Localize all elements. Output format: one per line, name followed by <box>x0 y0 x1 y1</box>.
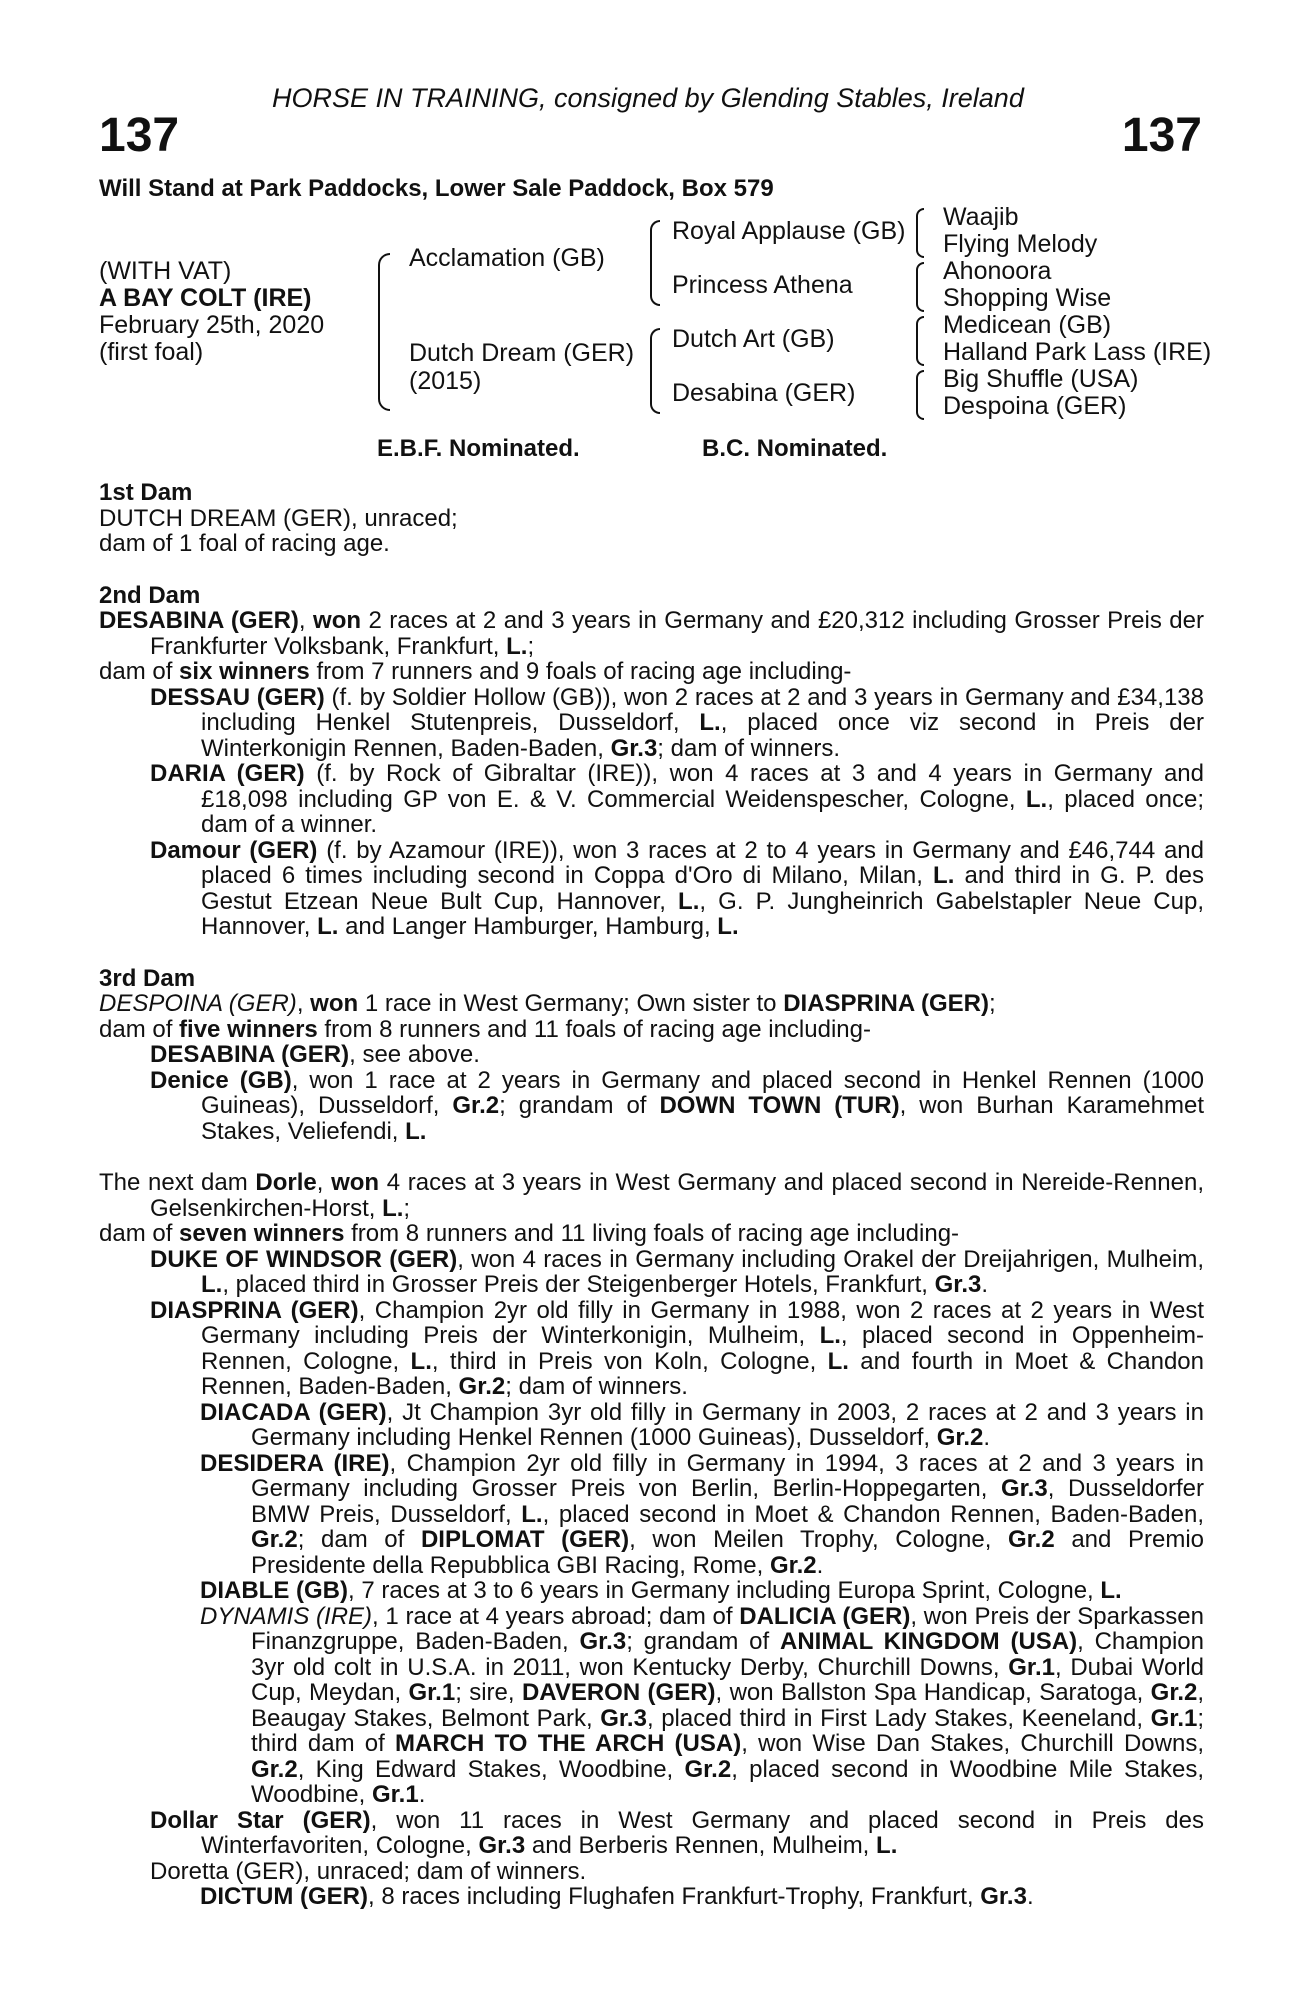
produce-diacada: DIACADA (GER), Jt Champion 3yr old filly in Germany in 2003, 2 races at 2 and 3 years in Germany including Henkel Rennen (1000 Guineas), Dusseldorf, Gr.2. <box>200 1398 1204 1451</box>
pedigree-dd: Desabina (GER) <box>672 379 856 407</box>
produce-duke-of-windsor: DUKE OF WINDSOR (GER), won 4 races in Germany including Orakel der Dreijahrigen, Mulheim, L., placed third in Grosser Preis der Steigenberger Hotels, Frankfurt, Gr.3. <box>150 1245 1204 1298</box>
produce-diasprina: DIASPRINA (GER), Champion 2yr old filly in Germany in 1988, won 2 races at 2 years in West Germany including Preis der Winterkonigin, Mulheim, L., placed second in Oppenheim-Rennen, Cologne, L., third in Preis von Koln, Cologne, L. and fourth in Moet & Chandon Rennen, Baden-Baden, Gr.2; dam of winners. <box>150 1296 1205 1400</box>
third-dam-entry: DESPOINA (GER), won 1 race in West Germany; Own sister to DIASPRINA (GER); <box>99 990 996 1017</box>
pedigree-ds: Dutch Art (GB) <box>672 325 835 353</box>
pedigree-ddd: Despoina (GER) <box>943 392 1127 420</box>
bc-nomination: B.C. Nominated. <box>702 435 888 462</box>
third-dam-produce-intro: dam of five winners from 8 runners and 11 foals of racing age including- <box>99 1015 871 1043</box>
pedigree-ss: Royal Applause (GB) <box>672 217 906 245</box>
produce-diable: DIABLE (GB), 7 races at 3 to 6 years in Germany including Europa Sprint, Cologne, L. <box>200 1577 1122 1604</box>
pedigree-brace-main <box>378 253 390 411</box>
horse-dob: February 25th, 2020 <box>99 311 325 339</box>
first-dam-heading: 1st Dam <box>99 479 193 506</box>
catalogue-body <box>99 480 1204 1910</box>
produce-daria: DARIA (GER) (f. by Rock of Gibraltar (IRE)), won 4 races at 3 and 4 years in Germany and £18,098 including GP von E. & V. Commercial Weidenspescher, Cologne, L., placed once; dam of a winner. <box>150 760 1205 838</box>
horse-name: A BAY COLT (IRE) <box>99 284 312 312</box>
pedigree-sss: Waajib <box>943 203 1019 231</box>
pedigree-dam: Dutch Dream (GER) <box>409 339 635 367</box>
lot-number-right: 137 <box>1121 109 1202 162</box>
produce-desidera: DESIDERA (IRE), Champion 2yr old filly in Germany in 1994, 3 races at 2 and 3 years in Germany including Grosser Preis von Berlin, Berlin-Hoppegarten, Gr.3, Dusseldorfer BMW Preis, Dusseldorf, L., placed second in Moet & Chandon Rennen, Baden-Baden, Gr.2; dam of DIPLOMAT (GER), won Meilen Trophy, Cologne, Gr.2 and Premio Presidente della Repubblica GBI Racing, Rome, Gr.2. <box>200 1449 1205 1579</box>
second-dam-entry: DESABINA (GER), won 2 races at 2 and 3 years in Germany and £20,312 including Grosser Preis der Frankfurter Volksbank, Frankfurt, L.; <box>99 607 1204 660</box>
first-dam-line-2: dam of 1 foal of racing age. <box>99 530 390 557</box>
location-line: Will Stand at Park Paddocks, Lower Sale Paddock, Box 579 <box>99 175 774 202</box>
consignment-header: HORSE IN TRAINING, consigned by Glending Stables, Ireland <box>272 83 1024 113</box>
second-dam-produce-intro: dam of six winners from 7 runners and 9 foals of racing age including- <box>99 658 852 685</box>
pedigree-sdd: Shopping Wise <box>943 284 1112 312</box>
pedigree-brace-1 <box>916 208 924 258</box>
pedigree-brace-3 <box>916 316 924 366</box>
produce-dessau: DESSAU (GER) (f. by Soldier Hollow (GB)), won 2 races at 2 and 3 years in Germany and £34,138 including Henkel Stutenpreis, Dusseldorf, L., placed once viz second in Preis der Winterkonigin Rennen, Baden-Baden, Gr.3; dam of winners. <box>150 683 1204 762</box>
produce-dynamis: DYNAMIS (IRE), 1 race at 4 years abroad; dam of DALICIA (GER), won Preis der Sparkassen Finanzgruppe, Baden-Baden, Gr.3; grandam of ANIMAL KINGDOM (USA), Champion 3yr old colt in U.S.A. in 2011, won Kentucky Derby, Churchill Downs, Gr.1, Dubai World Cup, Meydan, Gr.1; sire, DAVERON (GER), won Ballston Spa Handicap, Saratoga, Gr.2, Beaugay Stakes, Belmont Park, Gr.3, placed third in First Lady Stakes, Keeneland, Gr.1; third dam of MARCH TO THE ARCH (USA), won Wise Dan Stakes, Churchill Downs, Gr.2, King Edward Stakes, Woodbine, Gr.2, placed second in Woodbine Mile Stakes, Woodbine, Gr.1. <box>200 1602 1205 1808</box>
produce-desabina: DESABINA (GER), see above. <box>150 1041 480 1068</box>
third-dam-heading: 3rd Dam <box>99 964 196 992</box>
ebf-nomination: E.B.F. Nominated. <box>377 435 580 462</box>
produce-dictum: DICTUM (GER), 8 races including Flughafen Frankfurt-Trophy, Frankfurt, Gr.3. <box>200 1883 1034 1910</box>
second-dam-heading: 2nd Dam <box>99 581 201 609</box>
produce-dollar-star: Dollar Star (GER), won 11 races in West Germany and placed second in Preis des Winterfavoriten, Cologne, Gr.3 and Berberis Rennen, Mulheim, L. <box>150 1806 1204 1859</box>
horse-note: (first foal) <box>99 338 204 366</box>
produce-doretta: Doretta (GER), unraced; dam of winners. <box>150 1857 587 1885</box>
pedigree-brace-4 <box>916 370 924 420</box>
pedigree-sd: Princess Athena <box>672 271 853 299</box>
produce-denice: Denice (GB), won 1 race at 2 years in Germany and placed second in Henkel Rennen (1000 Guineas), Dusseldorf, Gr.2; grandam of DOWN TOWN (TUR), won Burhan Karamehmet Stakes, Veliefendi, L. <box>150 1066 1205 1145</box>
pedigree-brace-dam <box>650 328 660 414</box>
pedigree-sire: Acclamation (GB) <box>409 244 605 272</box>
first-dam-line-1: DUTCH DREAM (GER), unraced; <box>99 504 458 532</box>
vat-note: (WITH VAT) <box>99 257 232 285</box>
pedigree-brace-sire <box>650 220 660 306</box>
pedigree-dss: Medicean (GB) <box>943 311 1112 339</box>
next-dam-produce-intro: dam of seven winners from 8 runners and 11 living foals of racing age including- <box>99 1220 960 1247</box>
pedigree-sds: Ahonoora <box>943 257 1052 285</box>
next-dam-entry: The next dam Dorle, won 4 races at 3 years in West Germany and placed second in Nereide-Rennen, Gelsenkirchen-Horst, L.; <box>99 1169 1204 1222</box>
pedigree-ssd: Flying Melody <box>943 230 1098 258</box>
lot-number-left: 137 <box>99 109 180 162</box>
pedigree-brace-2 <box>916 262 924 312</box>
produce-damour: Damour (GER) (f. by Azamour (IRE)), won 3 races at 2 to 4 years in Germany and £46,744 and placed 6 times including second in Coppa d'Oro di Milano, Milan, L. and third in G. P. des Gestut Etzean Neue Bult Cup, Hannover, L., G. P. Jungheinrich Gabelstapler Neue Cup, Hannover, L. and Langer Hamburger, Hamburg, L. <box>150 836 1204 940</box>
pedigree-dds: Big Shuffle (USA) <box>943 365 1139 393</box>
pedigree-dam-year: (2015) <box>409 367 482 395</box>
pedigree-dsd: Halland Park Lass (IRE) <box>943 338 1212 366</box>
